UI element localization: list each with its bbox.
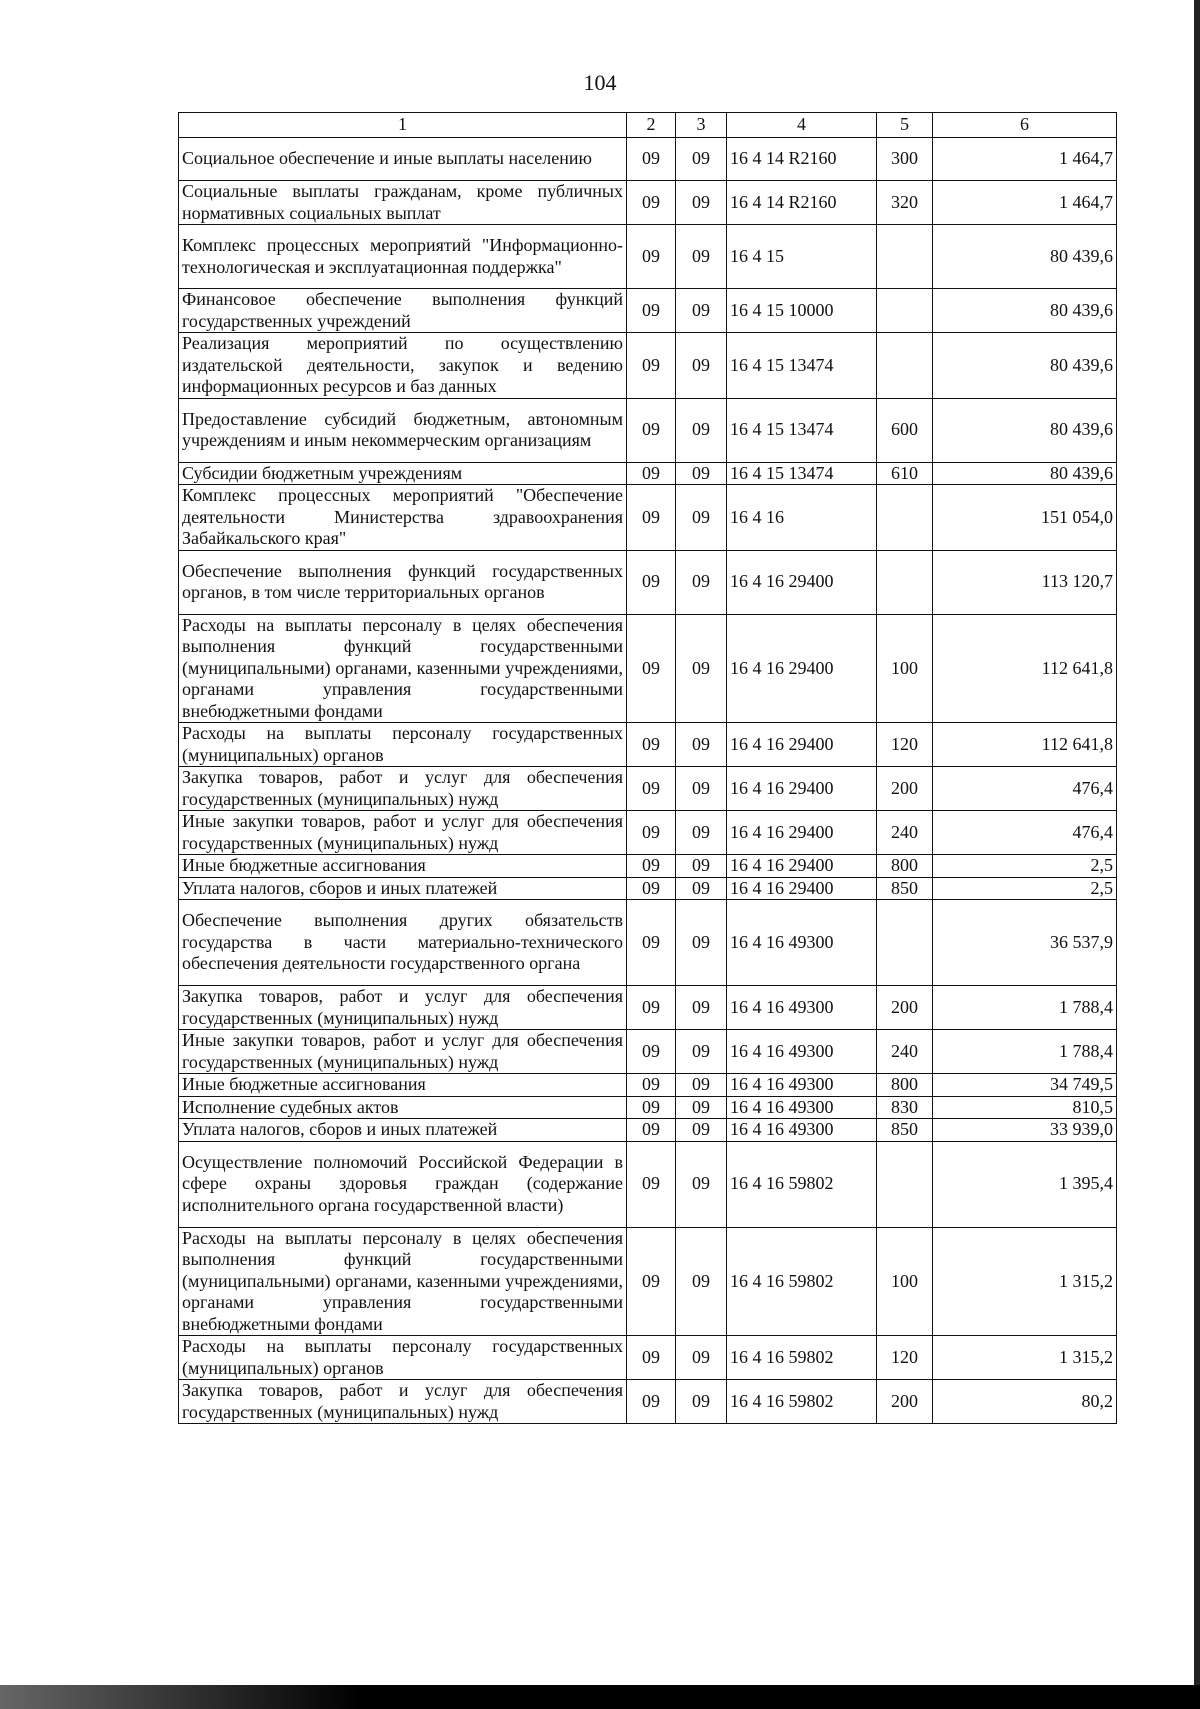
row-vr: 120 (877, 723, 933, 767)
row-amount: 1 315,2 (933, 1336, 1117, 1380)
table-row (179, 1141, 1117, 1227)
row-csr: 16 4 14 R2160 (727, 138, 877, 181)
row-name: Исполнение судебных актов (179, 1096, 627, 1119)
page-number: 104 (583, 70, 617, 95)
table-row (179, 485, 1117, 551)
row-vr: 800 (877, 855, 933, 878)
header-row (179, 113, 1117, 138)
row-pr: 09 (676, 1074, 727, 1097)
row-vr (877, 1141, 933, 1227)
table-row (179, 986, 1117, 1030)
row-pr: 09 (676, 1096, 727, 1119)
row-rz: 09 (627, 485, 676, 551)
row-rz: 09 (627, 1336, 676, 1380)
row-name: Уплата налогов, сборов и иных платежей (179, 1119, 627, 1142)
row-rz: 09 (627, 1096, 676, 1119)
row-pr: 09 (676, 181, 727, 225)
row-csr: 16 4 16 59802 (727, 1336, 877, 1380)
row-amount: 810,5 (933, 1096, 1117, 1119)
row-rz: 09 (627, 333, 676, 399)
row-vr: 240 (877, 1030, 933, 1074)
row-name: Реализация мероприятий по осуществлению издательской деятельности, закупок и ведению информационных ресурсов и баз данных (179, 333, 627, 399)
row-vr: 200 (877, 1380, 933, 1424)
row-rz: 09 (627, 398, 676, 462)
row-csr: 16 4 16 29400 (727, 614, 877, 723)
row-rz: 09 (627, 138, 676, 181)
row-csr: 16 4 16 29400 (727, 811, 877, 855)
row-rz: 09 (627, 900, 676, 986)
row-vr: 100 (877, 614, 933, 723)
row-amount: 1 315,2 (933, 1227, 1117, 1336)
row-pr: 09 (676, 225, 727, 289)
table-row (179, 1074, 1117, 1097)
row-rz: 09 (627, 181, 676, 225)
row-name: Предоставление субсидий бюджетным, автономным учреждениям и иным некоммерческим организациям (179, 398, 627, 462)
row-name: Закупка товаров, работ и услуг для обеспечения государственных (муниципальных) нужд (179, 767, 627, 811)
row-rz: 09 (627, 1141, 676, 1227)
row-vr: 200 (877, 767, 933, 811)
row-csr: 16 4 15 10000 (727, 289, 877, 333)
table-row (179, 1119, 1117, 1142)
row-vr: 300 (877, 138, 933, 181)
row-pr: 09 (676, 1227, 727, 1336)
row-pr: 09 (676, 614, 727, 723)
row-csr: 16 4 15 (727, 225, 877, 289)
row-pr: 09 (676, 877, 727, 900)
scan-border (0, 1685, 1200, 1709)
row-amount: 2,5 (933, 855, 1117, 878)
row-rz: 09 (627, 289, 676, 333)
row-name: Уплата налогов, сборов и иных платежей (179, 877, 627, 900)
row-name: Расходы на выплаты персоналу в целях обеспечения выполнения функций государственными (муниципальными) органами, казенными учреждениями, органами управления государственными внебюджетными фондами (179, 614, 627, 723)
table-row (179, 289, 1117, 333)
row-pr: 09 (676, 767, 727, 811)
row-pr: 09 (676, 138, 727, 181)
table-row (179, 550, 1117, 614)
table-row (179, 614, 1117, 723)
table-row (179, 398, 1117, 462)
row-amount: 34 749,5 (933, 1074, 1117, 1097)
row-name: Закупка товаров, работ и услуг для обеспечения государственных (муниципальных) нужд (179, 986, 627, 1030)
row-vr: 800 (877, 1074, 933, 1097)
table-row (179, 1096, 1117, 1119)
row-csr: 16 4 16 59802 (727, 1227, 877, 1336)
row-pr: 09 (676, 723, 727, 767)
row-csr: 16 4 15 13474 (727, 333, 877, 399)
row-amount: 80 439,6 (933, 398, 1117, 462)
scan-edge (1194, 0, 1200, 1709)
row-pr: 09 (676, 1030, 727, 1074)
row-rz: 09 (627, 1227, 676, 1336)
row-csr: 16 4 14 R2160 (727, 181, 877, 225)
row-name: Комплекс процессных мероприятий "Информационно-технологическая и эксплуатационная поддержка" (179, 225, 627, 289)
row-name: Финансовое обеспечение выполнения функций государственных учреждений (179, 289, 627, 333)
row-vr (877, 485, 933, 551)
row-vr (877, 225, 933, 289)
row-name: Комплекс процессных мероприятий "Обеспечение деятельности Министерства здравоохранения Забайкальского края" (179, 485, 627, 551)
row-amount: 112 641,8 (933, 614, 1117, 723)
table-row (179, 1030, 1117, 1074)
row-name: Обеспечение выполнения функций государственных органов, в том числе территориальных органов (179, 550, 627, 614)
row-pr: 09 (676, 462, 727, 485)
row-vr: 100 (877, 1227, 933, 1336)
row-csr: 16 4 16 49300 (727, 1030, 877, 1074)
row-csr: 16 4 16 29400 (727, 767, 877, 811)
table-row (179, 1227, 1117, 1336)
row-vr: 610 (877, 462, 933, 485)
row-rz: 09 (627, 1380, 676, 1424)
row-rz: 09 (627, 1030, 676, 1074)
column-header-rz: 2 (627, 113, 676, 138)
row-csr: 16 4 16 29400 (727, 877, 877, 900)
row-csr: 16 4 16 49300 (727, 1119, 877, 1142)
row-amount: 36 537,9 (933, 900, 1117, 986)
table-row (179, 225, 1117, 289)
row-rz: 09 (627, 855, 676, 878)
row-vr: 200 (877, 986, 933, 1030)
row-name: Осуществление полномочий Российской Федерации в сфере охраны здоровья граждан (содержание исполнительного органа государственной власти) (179, 1141, 627, 1227)
row-csr: 16 4 16 49300 (727, 1074, 877, 1097)
table-row (179, 181, 1117, 225)
row-rz: 09 (627, 1119, 676, 1142)
row-name: Иные закупки товаров, работ и услуг для обеспечения государственных (муниципальных) нужд (179, 1030, 627, 1074)
row-name: Социальное обеспечение и иные выплаты населению (179, 138, 627, 181)
row-vr: 320 (877, 181, 933, 225)
row-rz: 09 (627, 723, 676, 767)
row-rz: 09 (627, 767, 676, 811)
column-header-pr: 3 (676, 113, 727, 138)
row-name: Иные бюджетные ассигнования (179, 855, 627, 878)
row-pr: 09 (676, 855, 727, 878)
row-pr: 09 (676, 986, 727, 1030)
row-name: Обеспечение выполнения других обязательств государства в части материально-технического обеспечения деятельности государственного органа (179, 900, 627, 986)
row-csr: 16 4 15 13474 (727, 462, 877, 485)
row-rz: 09 (627, 225, 676, 289)
table-row (179, 1336, 1117, 1380)
row-csr: 16 4 16 49300 (727, 986, 877, 1030)
row-vr: 120 (877, 1336, 933, 1380)
row-amount: 80 439,6 (933, 225, 1117, 289)
row-name: Расходы на выплаты персоналу государственных (муниципальных) органов (179, 723, 627, 767)
row-amount: 80 439,6 (933, 462, 1117, 485)
row-rz: 09 (627, 462, 676, 485)
row-csr: 16 4 16 59802 (727, 1141, 877, 1227)
row-vr: 850 (877, 1119, 933, 1142)
row-vr: 830 (877, 1096, 933, 1119)
table-row (179, 900, 1117, 986)
row-amount: 476,4 (933, 767, 1117, 811)
row-vr (877, 550, 933, 614)
row-rz: 09 (627, 986, 676, 1030)
row-rz: 09 (627, 550, 676, 614)
row-rz: 09 (627, 877, 676, 900)
row-pr: 09 (676, 1141, 727, 1227)
row-name: Субсидии бюджетным учреждениям (179, 462, 627, 485)
row-amount: 112 641,8 (933, 723, 1117, 767)
row-amount: 1 788,4 (933, 986, 1117, 1030)
row-vr: 850 (877, 877, 933, 900)
row-pr: 09 (676, 485, 727, 551)
row-name: Иные бюджетные ассигнования (179, 1074, 627, 1097)
row-vr: 600 (877, 398, 933, 462)
row-amount: 476,4 (933, 811, 1117, 855)
table-row (179, 1380, 1117, 1424)
row-csr: 16 4 15 13474 (727, 398, 877, 462)
column-header-vr: 5 (877, 113, 933, 138)
column-header-name: 1 (179, 113, 627, 138)
table-row (179, 333, 1117, 399)
row-vr: 240 (877, 811, 933, 855)
row-name: Иные закупки товаров, работ и услуг для обеспечения государственных (муниципальных) нужд (179, 811, 627, 855)
row-csr: 16 4 16 49300 (727, 900, 877, 986)
table-row (179, 138, 1117, 181)
row-name: Расходы на выплаты персоналу государственных (муниципальных) органов (179, 1336, 627, 1380)
row-vr (877, 900, 933, 986)
row-rz: 09 (627, 811, 676, 855)
row-rz: 09 (627, 1074, 676, 1097)
row-pr: 09 (676, 1119, 727, 1142)
row-amount: 2,5 (933, 877, 1117, 900)
table-row (179, 877, 1117, 900)
column-header-csr: 4 (727, 113, 877, 138)
row-name: Социальные выплаты гражданам, кроме публичных нормативных социальных выплат (179, 181, 627, 225)
row-amount: 1 464,7 (933, 138, 1117, 181)
budget-table (178, 112, 1117, 1424)
row-pr: 09 (676, 333, 727, 399)
row-amount: 80,2 (933, 1380, 1117, 1424)
row-pr: 09 (676, 398, 727, 462)
table-row (179, 855, 1117, 878)
row-amount: 151 054,0 (933, 485, 1117, 551)
row-pr: 09 (676, 811, 727, 855)
table-row (179, 723, 1117, 767)
column-header-amount: 6 (933, 113, 1117, 138)
row-amount: 1 464,7 (933, 181, 1117, 225)
row-pr: 09 (676, 550, 727, 614)
row-amount: 1 788,4 (933, 1030, 1117, 1074)
row-pr: 09 (676, 289, 727, 333)
row-csr: 16 4 16 29400 (727, 550, 877, 614)
row-amount: 80 439,6 (933, 289, 1117, 333)
table-row (179, 462, 1117, 485)
row-name: Закупка товаров, работ и услуг для обеспечения государственных (муниципальных) нужд (179, 1380, 627, 1424)
row-csr: 16 4 16 29400 (727, 855, 877, 878)
row-amount: 33 939,0 (933, 1119, 1117, 1142)
row-vr (877, 289, 933, 333)
row-name: Расходы на выплаты персоналу в целях обеспечения выполнения функций государственными (муниципальными) органами, казенными учреждениями, органами управления государственными внебюджетными фондами (179, 1227, 627, 1336)
row-amount: 80 439,6 (933, 333, 1117, 399)
row-pr: 09 (676, 1336, 727, 1380)
row-vr (877, 333, 933, 399)
row-csr: 16 4 16 49300 (727, 1096, 877, 1119)
row-pr: 09 (676, 1380, 727, 1424)
row-csr: 16 4 16 (727, 485, 877, 551)
table-row (179, 811, 1117, 855)
row-csr: 16 4 16 59802 (727, 1380, 877, 1424)
row-csr: 16 4 16 29400 (727, 723, 877, 767)
row-amount: 1 395,4 (933, 1141, 1117, 1227)
row-rz: 09 (627, 614, 676, 723)
row-amount: 113 120,7 (933, 550, 1117, 614)
row-pr: 09 (676, 900, 727, 986)
table-row (179, 767, 1117, 811)
